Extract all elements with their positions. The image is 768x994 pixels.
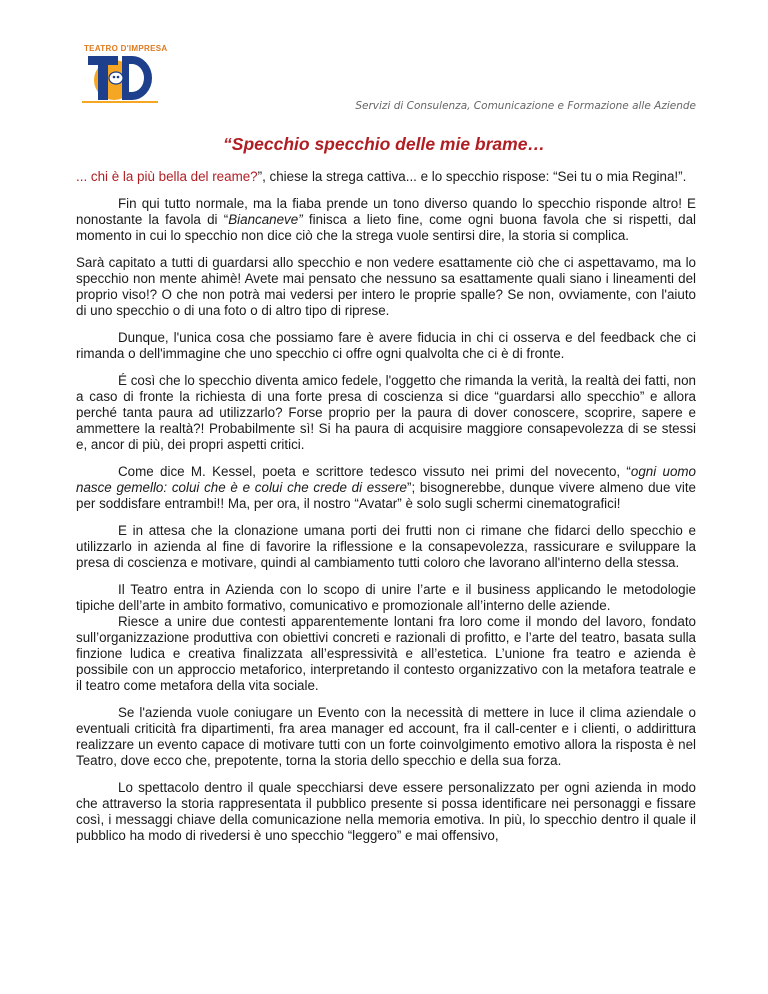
paragraph-10: Se l'azienda vuole coniugare un Evento con la necessità di mettere in luce il clima aziendale o eventuali criticità fra dipartimenti, fra area manager ed account, fra il call-center e i clienti, o addirittura realizzare un evento capace di motivare tutti con un forte coinvolgimento emotivo allora la risposta è nel Teatro, dove ecco che, prepotente, torna la storia dello specchio e della sua forza. — [76, 705, 696, 768]
document-body — [76, 169, 696, 855]
paragraph-1: ... chi è la più bella del reame?”, chiese la strega cattiva... e lo specchio rispose: “Sei tu o mia Regina!”. — [76, 169, 687, 184]
paragraph-11: Lo spettacolo dentro il quale specchiarsi deve essere personalizzato per ogni azienda in modo che attraverso la storia rappresentata il pubblico presente si possa identificare nei personaggi e fissare così, i messaggi chiave della comunicazione nella memoria emotiva. In più, lo specchio dentro il quale il pubblico ha modo di rivedersi è uno specchio “leggero” e mai offensivo, — [76, 780, 696, 843]
header-tagline: Servizi di Consulenza, Comunicazione e Formazione alle Aziende — [355, 100, 696, 112]
paragraph-9: Riesce a unire due contesti apparentemente lontani fra loro come il mondo del lavoro, fondato sull’organizzazione produttiva con obiettivi concreti e razionali di profitto, e l’arte del teatro, basata sulla finzione ludica e creativa finalizzata all’espressività e all’estetica. L’unione fra teatro e azienda è possibile con un approccio metaforico, interpretando il contesto organizzativo con la metafora teatrale e il teatro come metafora della vita sociale. — [76, 614, 696, 693]
paragraph-8: Il Teatro entra in Azienda con lo scopo di unire l’arte e il business applicando le metodologie tipiche dell’arte in ambito formativo, comunicativo e promozionale all’interno delle aziende. — [76, 582, 696, 613]
paragraph-6: Come dice M. Kessel, poeta e scrittore tedesco vissuto nei primi del novecento, “ogni uomo nasce gemello: colui che è e colui che crede di essere”; bisognerebbe, dunque vivere almeno due vite per soddisfare entrambi!! Ma, per ora, il nostro “Avatar” è solo sugli schermi cinematografici! — [76, 464, 696, 511]
quote-question: ... chi è la più bella del reame? — [76, 169, 258, 184]
logo-text: TEATRO D'IMPRESA — [84, 44, 168, 53]
paragraph-7: E in attesa che la clonazione umana porti dei frutti non ci rimane che fidarci dello specchio e utilizzarlo in azienda al fine di favorire la riflessione e la consapevolezza, rassicurare e sviluppare la presa di coscienza e motivare, quindi al cambiamento tutti coloro che lavorano all'interno della stessa. — [76, 523, 696, 570]
paragraph-3: Sarà capitato a tutti di guardarsi allo specchio e non vedere esattamente ciò che ci aspettavamo, ma lo specchio non mente ahimè! Avete mai pensato che nessuno sa esattamente quali siano i lineamenti del proprio viso!? O che non potrà mai vedersi per intero le proprie spalle? Se non, ovviamente, con l'aiuto di uno specchio o di una foto o di altro tipo di riprese. — [76, 255, 696, 318]
document-title: “Specchio specchio delle mie brame… — [223, 134, 545, 154]
paragraph-2: Fin qui tutto normale, ma la fiaba prende un tono diverso quando lo specchio risponde altro! E nonostante la favola di “Biancaneve” finisca a lieto fine, come ogni buona favola che si rispetti, dal momento in cui lo specchio non dice ciò che la strega vuole sentirsi dire, la storia si complica. — [76, 196, 696, 243]
paragraph-4: Dunque, l'unica cosa che possiamo fare è avere fiducia in chi ci osserva e del feedback che ci rimanda o dell'immagine che uno specchio ci offre ogni qualvolta che ci è di fronte. — [76, 330, 696, 361]
paragraph-5: É così che lo specchio diventa amico fedele, l'oggetto che rimanda la verità, la realtà dei fatti, non a caso di fronte la richiesta di una forte presa di coscienza si dice “guardarsi allo specchio” e allora perché tanta paura ad utilizzarlo? Forse proprio per la paura di dover conoscere, scoprire, sapere e ammettere la realtà?! Probabilmente sì! Si ha paura di acquisire maggiore consapevolezza di se stessi e, ancor di più, dei propri aspetti critici. — [76, 373, 696, 452]
